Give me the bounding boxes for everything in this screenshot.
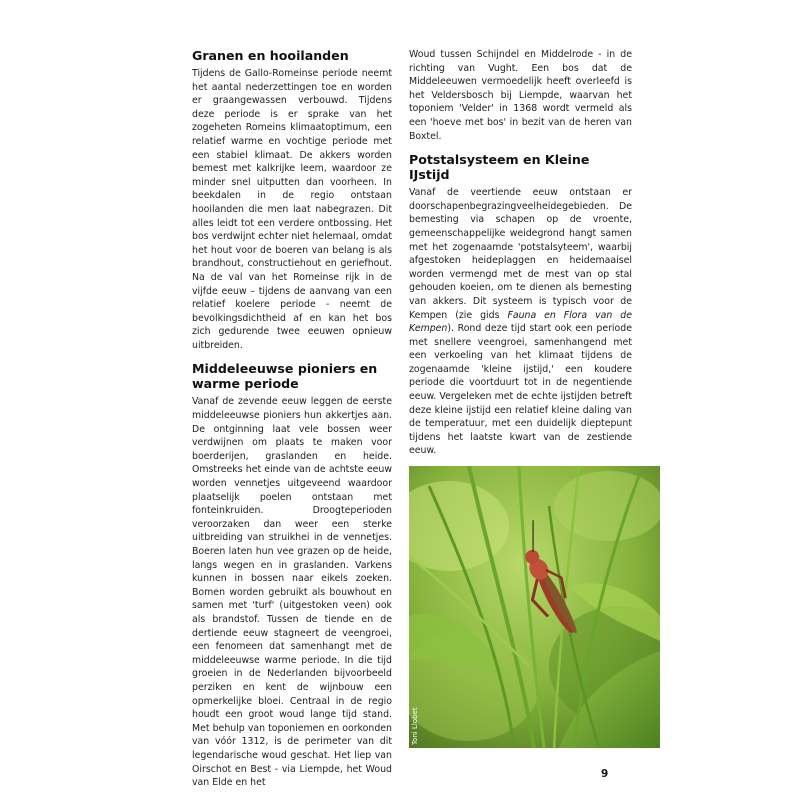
heading-potstalsysteem: Potstalsysteem en Kleine IJstijd — [409, 152, 590, 183]
bokeh-blob — [554, 471, 660, 541]
photo-credit: Toni Llobet — [411, 707, 419, 745]
right-column — [409, 48, 632, 458]
heading-granen-en-hooilanden: Granen en hooilanden — [192, 48, 349, 63]
page-number: 9 — [601, 768, 609, 780]
paragraph-potstalsysteem-part1: Vanaf de veertiende eeuw ontstaan er doorschapenbegrazingveelheidegebieden. De bemesting via schapen op de vroente, gemeenschappelijke weidegrond hangt samen met het zogenaamde 'potstalsyteem', waarbij afgestoken heideplaggen en heidemaaisel worden vermengd met de mest van op stal gehouden koeien, om te dienen als bemesting van akkers. Dit systeem is typisch voor de Kempen (zie gids — [409, 187, 632, 321]
paragraph-potstalsysteem-part2: ). Rond deze tijd start ook een periode met snellere veengroei, samenhangend met een verkoeling van het klimaat tijdens de zogenaamde 'kleine ijstijd,' een koudere periode die voortduurt tot in de negentiende eeuw. Vergeleken met de echte ijstijden betreft deze kleine ijstijd een relatief kleine daling van de temperatuur, met een duidelijk dieptepunt tijdens het laatste kwart van de zestiende eeuw. — [409, 323, 632, 457]
grasshopper-photo — [409, 466, 660, 748]
grasshopper-illustration — [409, 466, 660, 748]
paragraph-potstalsysteem — [409, 186, 632, 458]
heading-middeleeuwse-pioniers: Middeleeuwse pioniers en warme periode — [192, 361, 378, 392]
paragraph-middeleeuwse-pioniers: Vanaf de zevende eeuw leggen de eerste middeleeuwse pioniers hun akkertjes aan. De ontginning laat vele bossen weer verdwijnen om plaats te maken voor boerderijen, graslanden en heide. Omstreeks het einde van de achtste eeuw worden vennetjes uitgeveend waardoor plaatselijk poelen ontstaan met fonteinkruiden. Droogteperioden veroorzaken dan weer een sterke uitbreiding van struikhei in de vennetjes. Boeren laten hun vee grazen op de heide, langs wegen en in graslanden. Varkens kunnen in bossen naar eikels zoeken. Bomen worden gebruikt als bouwhout en samen met 'turf' (uitgestoken veen) ook als brandstof. Tussen de tiende en de dertiende eeuw stagneert de veengroei, een fenomeen dat samenhangt met de middeleeuwse warme periode. In die tijd groeien in de Nederlanden bijvoorbeeld perziken en kent de wijnbouw een opmerkelijke bloei. Centraal in de regio houdt een groot woud lange tijd stand. Met behulp van toponiemen en oorkonden van vóór 1312, is de perimeter van dit legendarische woud geschat. Het liep van Oirschot en Best - via Liempde, het Woud van Elde en het — [192, 396, 392, 789]
paragraph-granen: Tijdens de Gallo-Romeinse periode neemt het aantal nederzettingen toe en worden er graangewassen verbouwd. Tijdens deze periode is er sprake van het zogeheten Romeins klimaatoptimum, een relatief warme en vochtige periode met een stabiel klimaat. De akkers worden bemest met kalkrijke leem, waardoor ze minder snel uitputten dan voorheen. In beekdalen in de regio ontstaan hooilanden die men laat nabegrazen. Dit alles leidt tot een verdere ontbossing. Het bos verdwijnt echter niet helemaal, omdat het hout voor de boeren van belang is als brandhout, constructiehout en geriefhout. Na de val van het Romeinse rijk in de vijfde eeuw – tijdens de aanvang van een relatief koelere periode - neemt de bevolkingsdichtheid af en kan het bos zich gedurende twee eeuwen opnieuw uitbreiden. — [192, 68, 392, 351]
guide-title-italic: Fauna en Flora van de Kempen — [409, 309, 632, 335]
paragraph-continuation: Woud tussen Schijndel en Middelrode - in de richting van Vught. Een bos dat de Middeleeuwen vermoedelijk heeft overleefd is het Veldersbosch bij Liempde, waarvan het toponiem 'Velder' in 1368 wordt vermeld als een 'hoeve met bos' in bezit van de heren van Boxtel. — [409, 49, 632, 142]
left-column — [192, 48, 392, 790]
